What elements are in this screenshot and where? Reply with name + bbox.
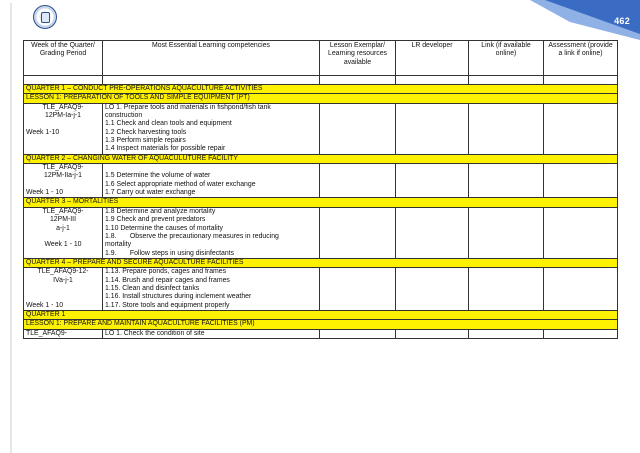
quarter-3-week: Week 1 - 10 xyxy=(44,241,82,249)
competency-item: 1.8 Determine and analyze mortality xyxy=(105,207,216,215)
col-header-resources: Lesson Exemplar/ Learning resources available xyxy=(320,41,396,76)
quarter-1-code-b: 12PM-Ia-j-1 xyxy=(45,112,81,120)
quarter-1-pm-lesson: LESSON 1: PREPARE AND MAINTAIN AQUACULTURE FACILITIES (PM) xyxy=(24,320,618,329)
quarter-2-code-b: 12PM-IIa-j-1 xyxy=(44,172,82,180)
competency-item: 1.4 Inspect materials for possible repair xyxy=(105,145,226,153)
quarter-2-code-a: TLE_AFAQ9- xyxy=(42,164,84,172)
quarter-2-competencies xyxy=(103,164,320,198)
quarter-4-title-row xyxy=(24,258,618,267)
competency-item: LO 1. Prepare tools and materials in fishpond/fish tank xyxy=(105,103,271,111)
quarter-3-title-row xyxy=(24,198,618,207)
quarter-2-title: QUARTER 2 – CHANGING WATER OF AQUACULUTURE FACILITY xyxy=(24,154,618,163)
quarter-2-week: Week 1 - 10 xyxy=(26,189,64,197)
quarter-1-code-cell xyxy=(24,103,103,154)
competency-item: 1.5 Determine the volume of water xyxy=(105,172,211,180)
quarter-3-code-cell xyxy=(24,207,103,258)
competency-item: LO 1. Check the condition of site xyxy=(105,329,205,337)
empty-row xyxy=(24,76,618,85)
competency-item: 1.2 Check harvesting tools xyxy=(105,128,187,136)
competency-item: 1.7 Carry out water exchange xyxy=(105,189,196,197)
competency-item: 1.6 Select appropriate method of water exchange xyxy=(105,180,256,188)
col-header-week: Week of the Quarter/ Grading Period xyxy=(24,41,103,76)
quarter-3-code-a: TLE_AFAQ9- xyxy=(42,207,84,215)
quarter-4-code-b: IVa-j-1 xyxy=(53,276,73,284)
col-header-assessment: Assessment (provide a link if online) xyxy=(544,41,618,76)
quarter-1-lesson: LESSON 1: PREPARATION OF TOOLS AND SIMPLE EQUIPMENT (PT) xyxy=(24,94,618,103)
competency-item: 1.3 Perform simple repairs xyxy=(105,137,186,145)
quarter-4-title: QUARTER 4 – PREPARE AND SECURE AQUACULTURE FACILITIES xyxy=(24,258,618,267)
quarter-1-pm-lesson-row xyxy=(24,320,618,329)
quarter-2-code-cell xyxy=(24,164,103,198)
quarter-4-code-cell xyxy=(24,268,103,311)
quarter-1-title: QUARTER 1 – CONDUCT PRE-OPERATIONS AQUACULTURE ACTIVITIES xyxy=(24,85,618,94)
quarter-1-pm-title: QUARTER 1 xyxy=(24,310,618,319)
quarter-4-competencies xyxy=(103,268,320,311)
competency-item: 1.1 Check and clean tools and equipment xyxy=(105,120,232,128)
quarter-1-content-row xyxy=(24,103,618,154)
header-row xyxy=(24,41,618,76)
deped-seal-logo xyxy=(33,5,57,29)
competency-item: 1.14. Brush and repair cages and frames xyxy=(105,276,230,284)
competency-item: 1.10 Determine the causes of mortality xyxy=(105,224,223,232)
quarter-2-content-row xyxy=(24,164,618,198)
competency-item: 1.9 Check and prevent predators xyxy=(105,216,206,224)
quarter-4-code-a: TLE_AFAQ9-12- xyxy=(37,268,89,276)
competency-item: 1.17. Store tools and equipment properly xyxy=(105,301,230,309)
quarter-1-pm-code: TLE_AFAQ9- xyxy=(26,329,67,337)
competency-item: construction xyxy=(105,112,143,120)
quarter-3-code-c: a-j-1 xyxy=(56,224,70,232)
quarter-1-pm-content-row xyxy=(24,329,618,338)
competency-item: 1.13. Prepare ponds, cages and frames xyxy=(105,268,227,276)
page-number: 462 xyxy=(614,16,630,26)
quarter-1-code-a: TLE_AFAQ9- xyxy=(42,103,84,111)
quarter-1-pm-competencies xyxy=(103,329,320,338)
quarter-1-week: Week 1-10 xyxy=(26,128,60,136)
quarter-1-pm-title-row xyxy=(24,310,618,319)
quarter-3-competencies xyxy=(103,207,320,258)
quarter-3-code-b: 12PM-III xyxy=(49,216,77,224)
competency-item: 1.8. Observe the precautionary measures in reducing xyxy=(105,232,279,240)
competency-item: 1.16. Install structures during inclement weather xyxy=(105,293,252,301)
competency-item: 1.15. Clean and disinfect tanks xyxy=(105,284,200,292)
quarter-1-competencies xyxy=(103,103,320,154)
quarter-1-lesson-row xyxy=(24,94,618,103)
col-header-link: Link (if available online) xyxy=(469,41,544,76)
quarter-3-content-row xyxy=(24,207,618,258)
quarter-3-title: QUARTER 3 – MORTALITIES xyxy=(24,198,618,207)
competency-item: mortality xyxy=(105,241,132,249)
quarter-2-title-row xyxy=(24,154,618,163)
quarter-1-pm-code-cell xyxy=(24,329,103,338)
col-header-lr-developer: LR developer xyxy=(396,41,469,76)
quarter-4-week: Week 1 - 10 xyxy=(26,301,64,309)
melc-table xyxy=(23,40,618,339)
col-header-competencies: Most Essential Learning competencies xyxy=(103,41,320,76)
competency-item: 1.9. Follow steps in using disinfectants xyxy=(105,249,235,257)
quarter-4-content-row xyxy=(24,268,618,311)
quarter-1-title-row xyxy=(24,85,618,94)
